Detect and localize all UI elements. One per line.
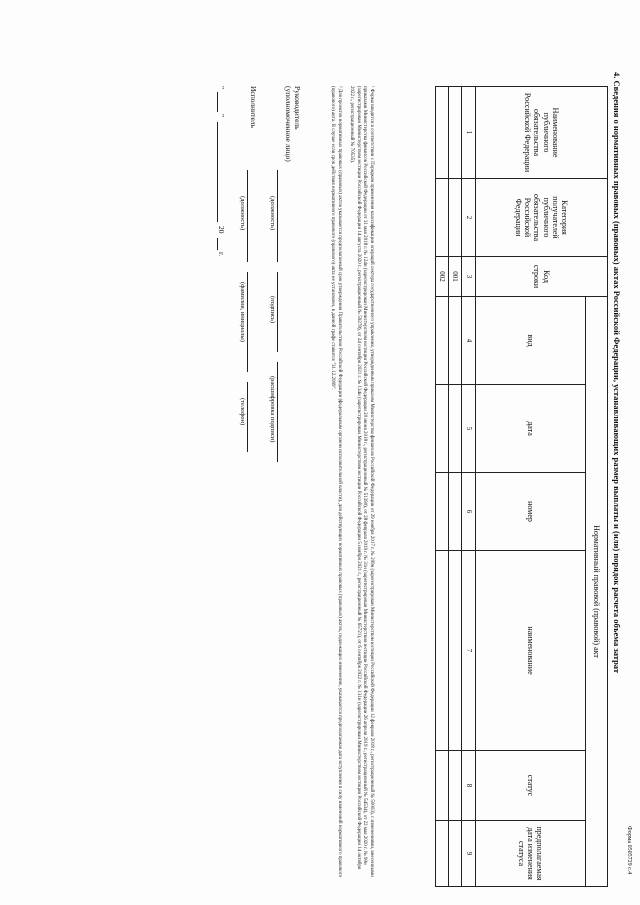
- exec-phone-line: [247, 382, 248, 452]
- table-cell: [436, 179, 449, 257]
- header-number: номер: [476, 473, 586, 551]
- column-number: 7: [462, 551, 476, 751]
- table-cell: [436, 297, 449, 385]
- date-year-prefix: 20: [217, 226, 226, 234]
- header-status: статус: [476, 751, 586, 821]
- head-position-hint: (должность): [269, 196, 276, 231]
- header-legal-act-group: Нормативный правовой (правовой) акт: [586, 297, 608, 887]
- table-cell: [436, 751, 449, 821]
- header-obligation: Наименование публичного обязательства Российской Федерации: [476, 87, 608, 179]
- date-month-line: [217, 122, 218, 222]
- column-number: 1: [462, 87, 476, 179]
- header-row-code: Код строки: [476, 257, 608, 297]
- table-cell: [436, 821, 449, 887]
- table-cell: [449, 179, 462, 257]
- exec-name-line: [247, 272, 248, 372]
- column-number: 5: [462, 385, 476, 473]
- table-cell: [449, 473, 462, 551]
- table-cell: [436, 87, 449, 179]
- form-code: Форма 0505729 с.4: [626, 826, 632, 875]
- table-cell: [436, 551, 449, 751]
- executor-label: Исполнитель: [249, 86, 258, 128]
- date-quote-close: ": [217, 114, 226, 118]
- table-cell: [449, 751, 462, 821]
- column-number: 8: [462, 751, 476, 821]
- row-code-cell: 002: [436, 257, 449, 297]
- table-cell: [449, 385, 462, 473]
- header-category: Категория получателей публичного обязательства Российской Федерации: [476, 179, 608, 257]
- section-title: 4. Сведения о нормативных правовых (правовых) актах Российской Федерации, устанавливающих размер выплаты и (или) порядок расчета объема затрат: [612, 72, 622, 674]
- header-date: дата: [476, 385, 586, 473]
- date-day-line: [217, 92, 218, 112]
- exec-position-line: [247, 170, 248, 262]
- date-year-line: [217, 238, 218, 250]
- acts-table: [435, 86, 608, 887]
- head-signature-hint: (подпись): [269, 296, 276, 323]
- table-cell: [449, 87, 462, 179]
- head-decoding-hint: (расшифровка подписи): [269, 376, 276, 443]
- table-cell: [449, 297, 462, 385]
- column-number: 9: [462, 821, 476, 887]
- date-year-suffix: г.: [217, 252, 226, 257]
- table-row: [449, 87, 462, 887]
- table-row: [436, 87, 449, 887]
- table-cell: [436, 473, 449, 551]
- exec-phone-hint: (телефон): [239, 398, 246, 426]
- head-position-line: [277, 170, 278, 262]
- table-cell: [449, 821, 462, 887]
- head-decoding-line: [277, 362, 278, 462]
- date-quote-open: ": [217, 86, 226, 90]
- footnote-2: ² Для проектов нормативных правовых (правовых) актов указывается предполагаемый срок утверждения Правительством Российской Федерации (федеральным органом исполнительной власти), для действующих нормативных правовых (правовых) актов, подлежащих изменению, указывается предполагаемая дата вступления в силу изменений нормативного правового (правового) акта. В случае если срок действия нормативного правового (правового) акта не установлен, в данной графе ставится "31.12.2099".: [330, 86, 342, 878]
- header-kind: вид: [476, 297, 586, 385]
- row-code-cell: 001: [449, 257, 462, 297]
- column-number: 6: [462, 473, 476, 551]
- table-cell: [436, 385, 449, 473]
- column-number: 2: [462, 179, 476, 257]
- exec-name-hint: (фамилия, инициалы): [239, 282, 246, 342]
- header-name: наименование: [476, 551, 586, 751]
- head-signature-line: [277, 272, 278, 352]
- column-number: 4: [462, 297, 476, 385]
- header-change-date: предполагаемая дата изменения статуса: [476, 821, 586, 887]
- column-number: 3: [462, 257, 476, 297]
- column-numbers-row: [462, 87, 476, 887]
- table-cell: [449, 551, 462, 751]
- head-label: Руководитель (уполномоченное лицо): [284, 86, 302, 162]
- footnote-1: ¹ Форма вводится в соответствии с Порядком применения классификации операций сектора государственного управления, утвержденным приказом Министерства финансов Российской Федерации от 29 ноября 2017 г. № 209н (зарегистрирован Министерством юстиции Российской Федерации 12 февраля 2018 г., регистрационный № 50003), с изменениями, внесенными приказами Министерства финансов Российской Федерации от 31 мая 2018 г. № 124н (зарегистрирован Министерством юстиции Российской Федерации 20 июня 2018 г., регистрационный № 51390), от 28 февраля 2019 г. № 31н (зарегистрирован Министерством юстиции Российской Федерации 26 апреля 2019 г., регистрационный № 54534), от 22 мая 2020 г. № 90н (зарегистрирован Министерством юстиции Российской Федерации 14 августа 2020 г., регистрационный № 59278), от 24 сентября 2021 г. № 134н (зарегистрирован Министерством юстиции Российской Федерации 5 ноября 2021 г., регистрационный № 65721), от 6 сентября 2022 г. № 131н (зарегистрирован Министерством юстиции Российской Федерации 14 октября 2022 г., регистрационный № 70535).: [349, 86, 374, 877]
- exec-position-hint: (должность): [239, 196, 246, 231]
